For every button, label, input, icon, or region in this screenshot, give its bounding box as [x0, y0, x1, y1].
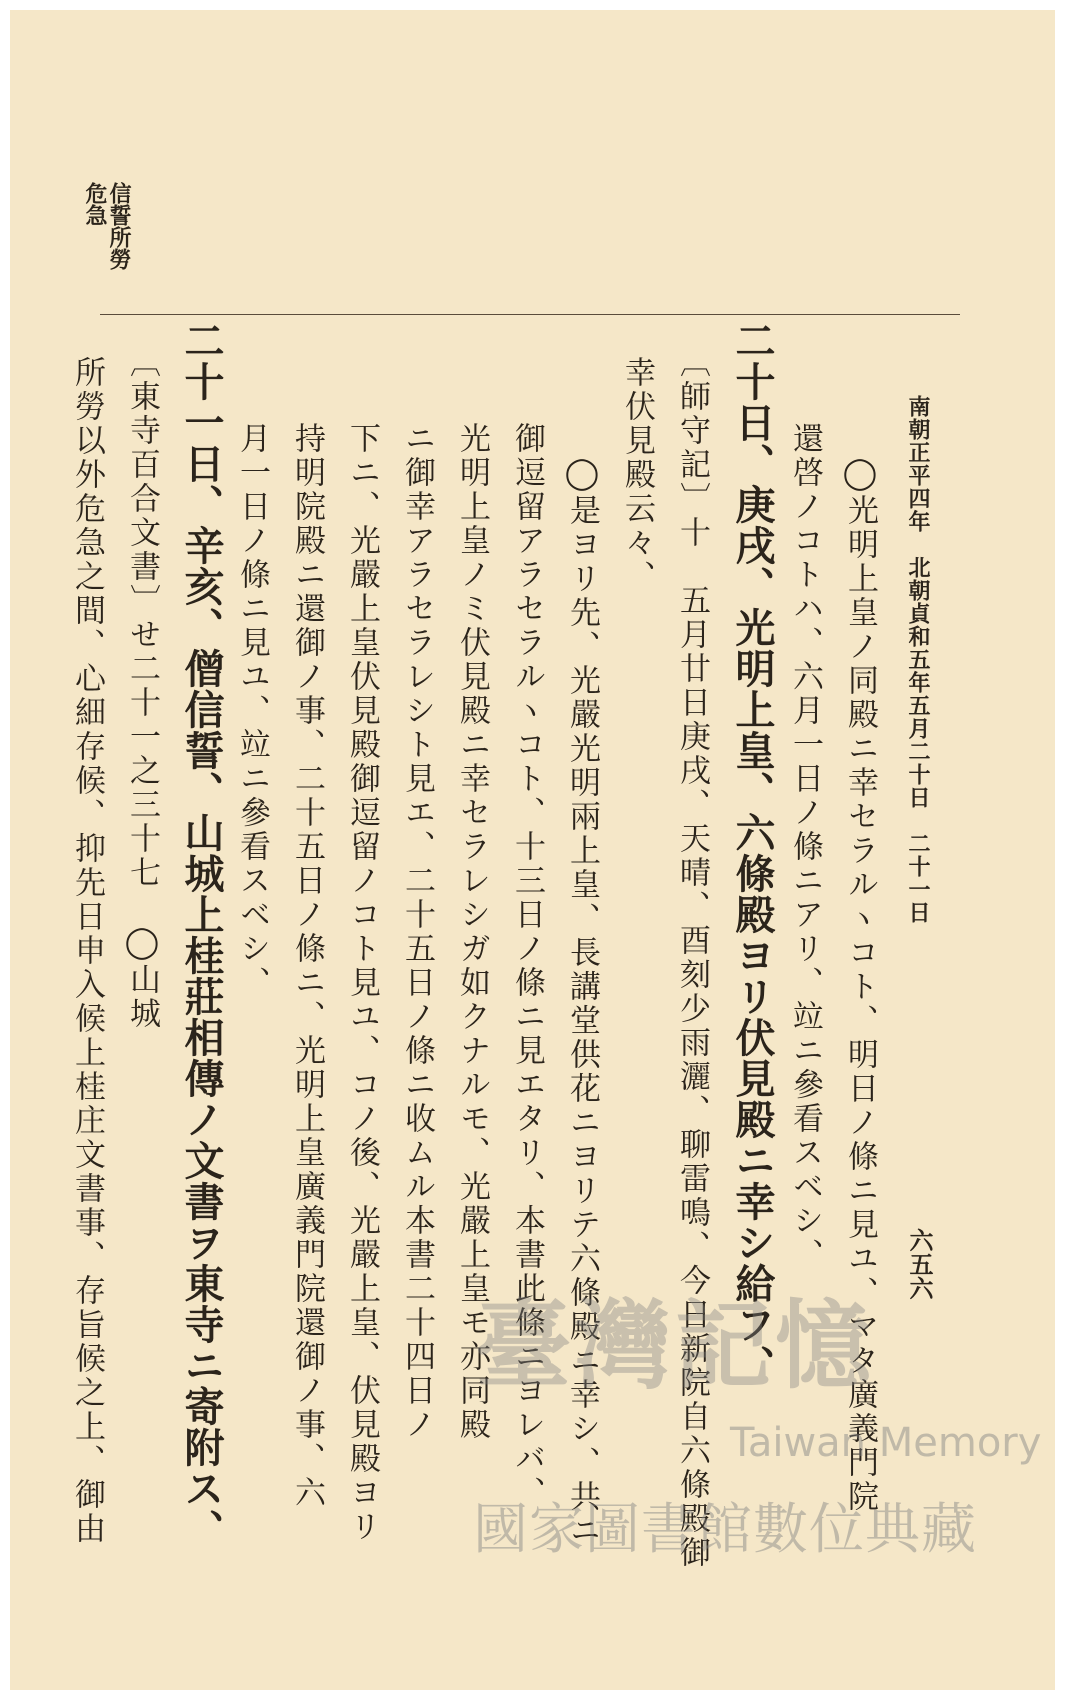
entry-heading-21st: 二十一日、辛亥、僧信誓、山城上桂莊相傳ノ文書ヲ東寺ニ寄附ス、	[178, 320, 225, 1550]
editor-note-column-5: 下ニ、光嚴上皇伏見殿御逗留ノコト見ユ、コノ後、光嚴上皇、伏見殿ヨリ	[344, 422, 380, 1544]
editor-note-column-4: ニ御幸アラセラレシト見エ、二十五日ノ條ニ收ムル本書二十四日ノ	[399, 422, 435, 1442]
page-number: 六五六	[905, 1228, 934, 1300]
text-column-5: 幸伏見殿云々、	[619, 356, 655, 594]
running-title: 南朝正平四年 北朝貞和五年五月二十日 二十一日	[905, 395, 931, 924]
watermark-subtitle: 國家圖書館數位典藏	[473, 1497, 978, 1561]
editor-note-column-7: 月一日ノ條ニ見ユ、竝ニ參看スベシ、	[234, 422, 270, 1000]
side-note-line-2: 危急	[82, 182, 108, 226]
text-column-2: 還啓ノコトハ、六月一日ノ條ニアリ、竝ニ參看スベシ、	[787, 422, 823, 1272]
document-text-column: 所勞以外危急之間、心細存候、抑先日申入候上桂庄文書事、存旨候之上、御由	[69, 356, 105, 1546]
source-citation-toji: 〔東寺百合文書〕せ二十一之三十七 ◯山城	[124, 346, 160, 1031]
watermark-chinese: 臺灣記憶	[475, 1290, 875, 1402]
source-citation-moromori: 〔師守記〕十 五月廿日庚戌、天晴、酉刻少雨灑、聊雷鳴、今日新院自六條殿御	[674, 346, 710, 1570]
editor-note-column-1: ◯是ヨリ先、光嚴光明兩上皇、長講堂供花ニヨリテ六條殿ニ幸シ、共ニ	[564, 455, 600, 1548]
entry-heading-20th: 二十日、庚戌、光明上皇、六條殿ヨリ伏見殿ニ幸シ給フ、	[729, 320, 776, 1386]
text-column-1: ◯光明上皇ノ同殿ニ幸セラルヽコト、明日ノ條ニ見ユ、マタ廣義門院	[842, 455, 878, 1514]
header-rule	[100, 314, 960, 315]
side-note-line-1: 信誓所勞	[106, 182, 132, 270]
document-page	[10, 10, 1055, 1690]
watermark-english: Taiwan Memory	[730, 1420, 1042, 1466]
editor-note-column-6: 持明院殿ニ還御ノ事、二十五日ノ條ニ、光明上皇廣義門院還御ノ事、六	[289, 422, 325, 1510]
editor-note-column-3: 光明上皇ノミ伏見殿ニ幸セラレシガ如クナルモ、光嚴上皇モ亦同殿	[454, 422, 490, 1442]
editor-note-column-2: 御逗留アラセラルヽコト、十三日ノ條ニ見エタリ、本書此條ニヨレバ、	[509, 422, 545, 1510]
